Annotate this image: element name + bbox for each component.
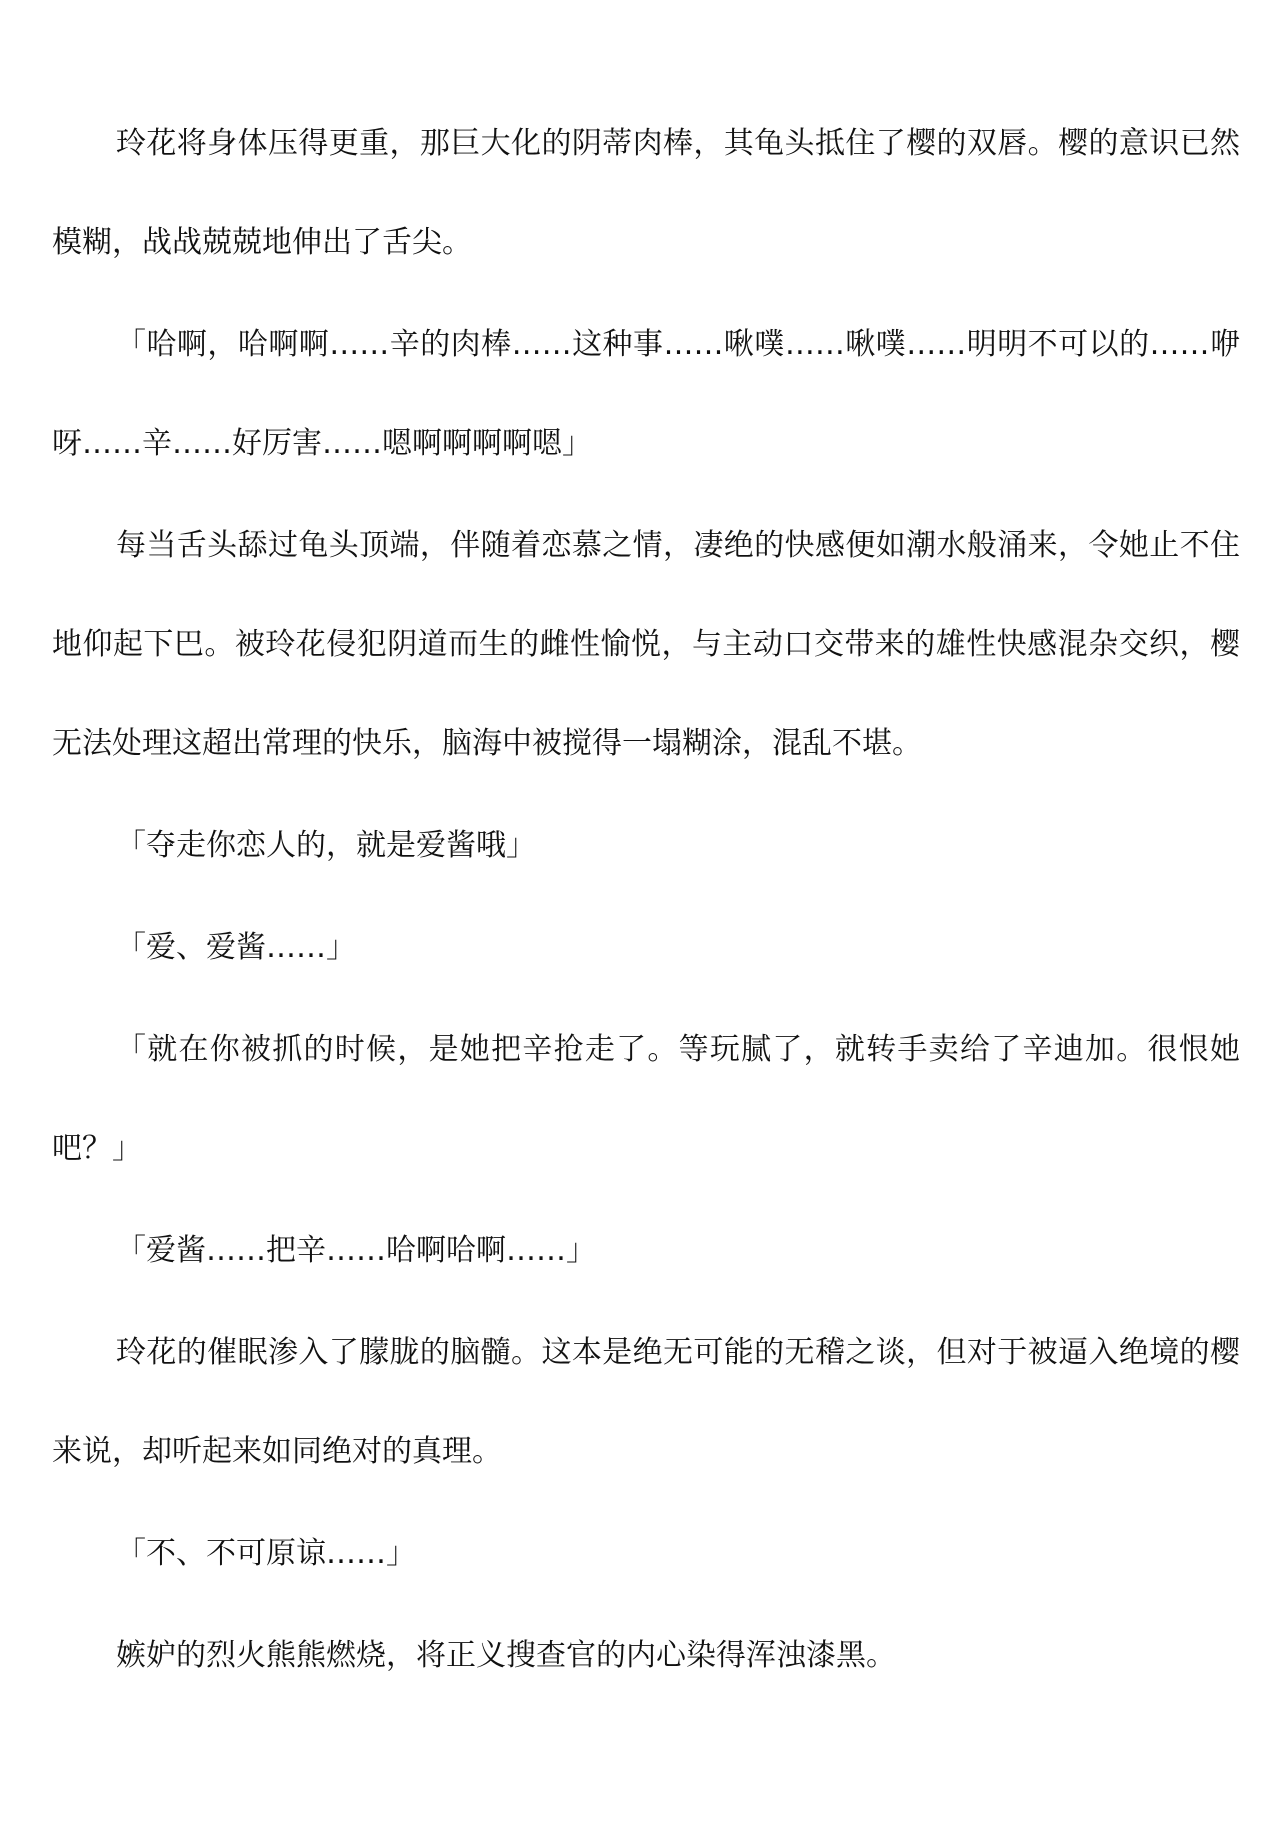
document-body — [52, 94, 1240, 1708]
text-line: 呀……辛……好厉害……嗯啊啊啊啊嗯」 — [52, 426, 592, 461]
text-line: 地仰起下巴。被玲花侵犯阴道而生的雌性愉悦，与主动口交带来的雄性快感混杂交织，樱 — [52, 627, 1240, 662]
paragraph — [52, 1303, 1240, 1501]
paragraph — [52, 1201, 1240, 1300]
text-line: 「不、不可原谅……」 — [116, 1536, 416, 1571]
text-line: 「爱酱……把辛……哈啊哈啊……」 — [116, 1233, 596, 1268]
paragraph — [52, 94, 1240, 292]
paragraph — [52, 295, 1240, 493]
paragraph — [52, 898, 1240, 997]
text-line: 「就在你被抓的时候，是她把辛抢走了。等玩腻了，就转手卖给了辛迪加。很恨她 — [116, 1032, 1240, 1067]
text-line: 模糊，战战兢兢地伸出了舌尖。 — [52, 225, 472, 260]
text-line: 来说，却听起来如同绝对的真理。 — [52, 1434, 502, 1469]
text-line: 「爱、爱酱……」 — [116, 930, 356, 965]
paragraph — [52, 1504, 1240, 1603]
text-line: 玲花将身体压得更重，那巨大化的阴蒂肉棒，其龟头抵住了樱的双唇。樱的意识已然 — [116, 126, 1240, 161]
text-line: 「哈啊，哈啊啊……辛的肉棒……这种事……啾噗……啾噗……明明不可以的……咿 — [116, 327, 1240, 362]
text-line: 无法处理这超出常理的快乐，脑海中被搅得一塌糊涂，混乱不堪。 — [52, 726, 922, 761]
text-line: 吧？」 — [52, 1131, 142, 1166]
paragraph — [52, 796, 1240, 895]
text-line: 玲花的催眠渗入了朦胧的脑髓。这本是绝无可能的无稽之谈，但对于被逼入绝境的樱 — [116, 1335, 1240, 1370]
paragraph — [52, 1606, 1240, 1705]
text-line: 嫉妒的烈火熊熊燃烧，将正义搜查官的内心染得浑浊漆黑。 — [116, 1638, 896, 1673]
paragraph — [52, 496, 1240, 793]
text-line: 「夺走你恋人的，就是爱酱哦」 — [116, 828, 536, 863]
text-line: 每当舌头舔过龟头顶端，伴随着恋慕之情，凄绝的快感便如潮水般涌来，令她止不住 — [116, 528, 1240, 563]
paragraph — [52, 1000, 1240, 1198]
